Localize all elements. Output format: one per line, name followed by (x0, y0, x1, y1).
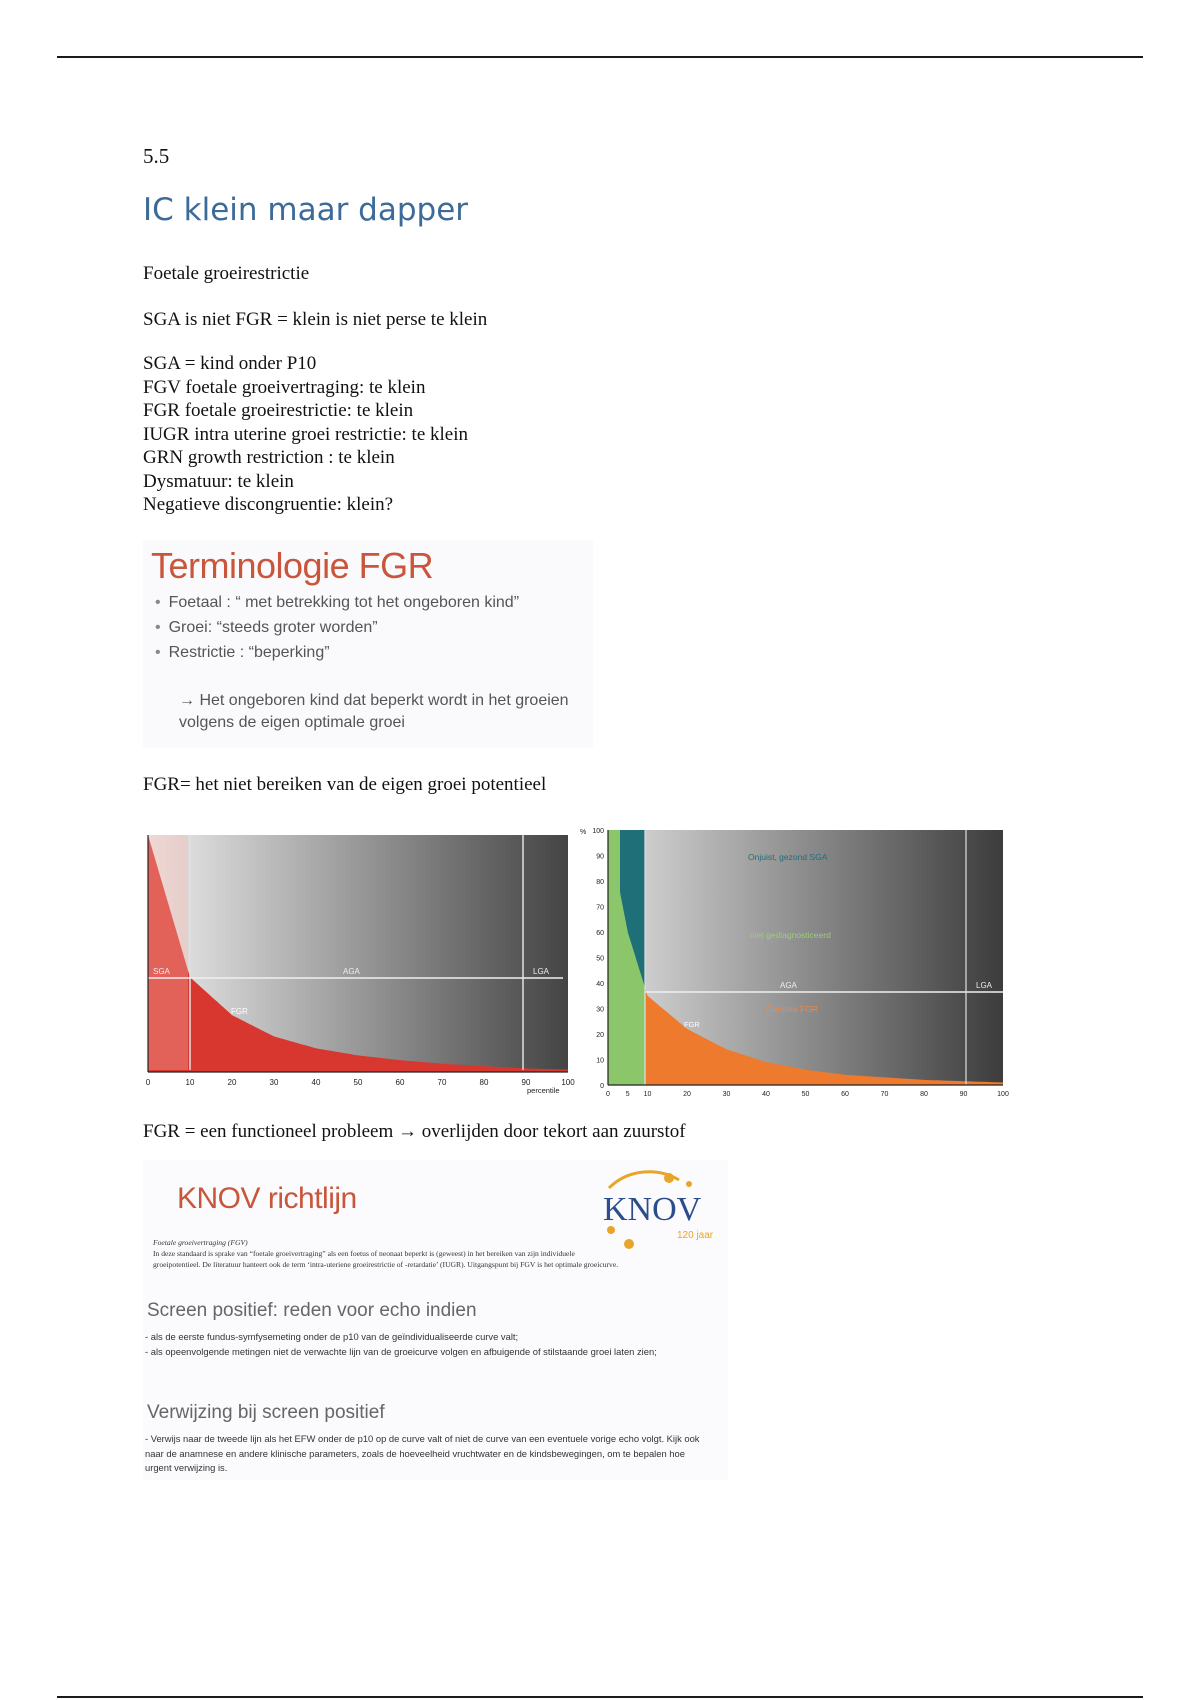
definition-item: FGR foetale groeirestrictie: te klein (143, 400, 414, 421)
x-tick-label: 0 (606, 1091, 610, 1098)
bullet-list (145, 1330, 705, 1359)
slide-conclusion: → Het ongeboren kind dat beperkt wordt in het groeien volgens de eigen optimale groei (179, 692, 569, 731)
y-tick-label: 90 (596, 853, 604, 861)
statement3-text: FGR = een functioneel probleem → overlijden door tekort aan zuurstof (143, 1121, 686, 1142)
orange-note: Gemiste FGR (766, 1004, 818, 1014)
x-tick-label: 70 (880, 1091, 889, 1098)
fgr-label: FGR (231, 1007, 248, 1016)
bottom-rule (57, 1696, 1143, 1698)
x-tick-label: 0 (145, 1078, 151, 1087)
definition-item: GRN growth restriction : te klein (143, 447, 395, 468)
slide-bullet-list (155, 590, 519, 665)
aga-label: AGA (780, 981, 797, 990)
section-heading: Verwijzing bij screen positief (147, 1402, 385, 1423)
section-number: 5.5 (143, 144, 170, 168)
slide-title: Terminologie FGR (151, 545, 434, 586)
bullet: - als de eerste fundus-symfysemeting onder de p10 van de geïndividualiseerde curve valt; (145, 1331, 519, 1342)
quote-label: Foetale groeivertraging (FGV) (153, 1238, 248, 1247)
x-tick-label: 90 (521, 1078, 531, 1087)
x-tick-label: 100 (997, 1091, 1009, 1098)
y-tick-label: 70 (596, 904, 604, 912)
aga-label: AGA (343, 967, 360, 976)
knov-quote (153, 1237, 623, 1270)
x-tick-label: 40 (762, 1091, 770, 1098)
y-tick-label: 50 (596, 955, 604, 963)
definition-item: SGA = kind onder P10 (143, 353, 317, 374)
x-tick-label: 50 (801, 1091, 810, 1098)
x-tick-label: 10 (643, 1091, 652, 1098)
terminologie-slide (143, 540, 593, 748)
fgr-label: FGR (684, 1020, 700, 1029)
slide-title: KNOV richtlijn (177, 1182, 357, 1215)
y-tick-label: 20 (596, 1032, 604, 1039)
y-tick-label: 80 (596, 879, 604, 886)
x-tick-label: 60 (841, 1091, 849, 1098)
page-title: IC klein maar dapper (143, 192, 469, 228)
definition-item: IUGR intra uterine groei restrictie: te klein (143, 423, 468, 445)
y-tick-label: 40 (596, 981, 604, 988)
chart-right (580, 822, 1010, 1107)
x-caption: percentile (527, 1086, 560, 1095)
x-tick-label: 80 (479, 1078, 489, 1087)
x-tick-label: 20 (227, 1078, 237, 1087)
y-tick-label: 30 (596, 1006, 604, 1014)
y-tick-label: 10 (596, 1057, 604, 1065)
bullet: - als opeenvolgende metingen niet de verwachte lijn van de groeicurve volgen en afbuigende of stilstaande groei laten zien; (145, 1345, 657, 1357)
healthy-sga-label: Onjuist, gezond SGA (748, 852, 828, 862)
slide-bullet: • Foetaal : “ met betrekking tot het ongeboren kind” (155, 590, 519, 615)
slide-bullet: • Restrictie : “beperking” (155, 640, 519, 665)
x-tick-label: 40 (311, 1078, 321, 1087)
knov-slide (143, 1160, 728, 1480)
x-tick-label: 90 (959, 1091, 968, 1098)
y-tick-label: 0 (600, 1083, 604, 1090)
definition-item: FGV foetale groeivertraging: te klein (143, 376, 426, 398)
x-tick-label: 50 (353, 1078, 363, 1087)
logo-text: KNOV (603, 1191, 702, 1228)
slide-bullet: • Groei: “steeds groter worden” (155, 615, 519, 640)
lga-label: LGA (976, 981, 993, 990)
logo-sub: 120 jaar (677, 1230, 714, 1241)
statement-text: SGA is niet FGR = klein is niet perse te klein (143, 309, 488, 330)
x-tick-label: 5 (625, 1091, 630, 1098)
top-rule (57, 56, 1143, 58)
sga-label: SGA (153, 967, 170, 976)
section-heading: Screen positief: reden voor echo indien (147, 1300, 477, 1321)
x-tick-label: 100 (561, 1078, 575, 1087)
definition-item: Dysmatuur: te klein (143, 470, 294, 492)
definition-list (143, 352, 468, 517)
green-note: niet gediagnosticeerd (750, 930, 831, 940)
x-tick-label: 70 (437, 1078, 447, 1087)
y-tick-label: 100 (592, 828, 604, 835)
intro-text: Foetale groeirestrictie (143, 263, 310, 284)
x-tick-label: 20 (683, 1091, 691, 1098)
x-tick-label: 60 (395, 1078, 405, 1087)
x-tick-label: 80 (920, 1091, 928, 1098)
x-tick-label: 10 (185, 1078, 195, 1087)
statement2-text: FGR= het niet bereiken van de eigen groei potentieel (143, 774, 547, 795)
chart-left (143, 830, 573, 1105)
y-unit: % (580, 829, 587, 836)
sga-region (148, 835, 188, 1070)
y-tick-label: 60 (596, 930, 604, 937)
definition-item: Negatieve discongruentie: klein? (143, 494, 394, 515)
lga-label: LGA (533, 967, 550, 976)
bullet: - Verwijs naar de tweede lijn als het EFW onder de p10 op de curve valt of niet de curve van een eventuele vorige echo volgt. Kijk ook naar de anamnese en andere klinische parameters, zoals de hoeveelheid vruchtwater en de kindsbewegingen, om te bepalen hoe urgent verwijzing is. (145, 1433, 700, 1473)
bullet-list (145, 1432, 705, 1476)
x-tick-label: 30 (722, 1091, 731, 1098)
x-tick-label: 30 (269, 1078, 279, 1087)
quote-text: In deze standaard is sprake van “foetale groeivertraging” als een foetus of neonaat beperkt is (geweest) in het bereiken van zijn individuele groeipotentieel. De literatuur hanteert ook de term ‘intra-uteriene groeirestrictie of -retardatie’ (IUGR). Uitgangspunt bij FGV is het optimale groeicurve. (153, 1249, 619, 1269)
